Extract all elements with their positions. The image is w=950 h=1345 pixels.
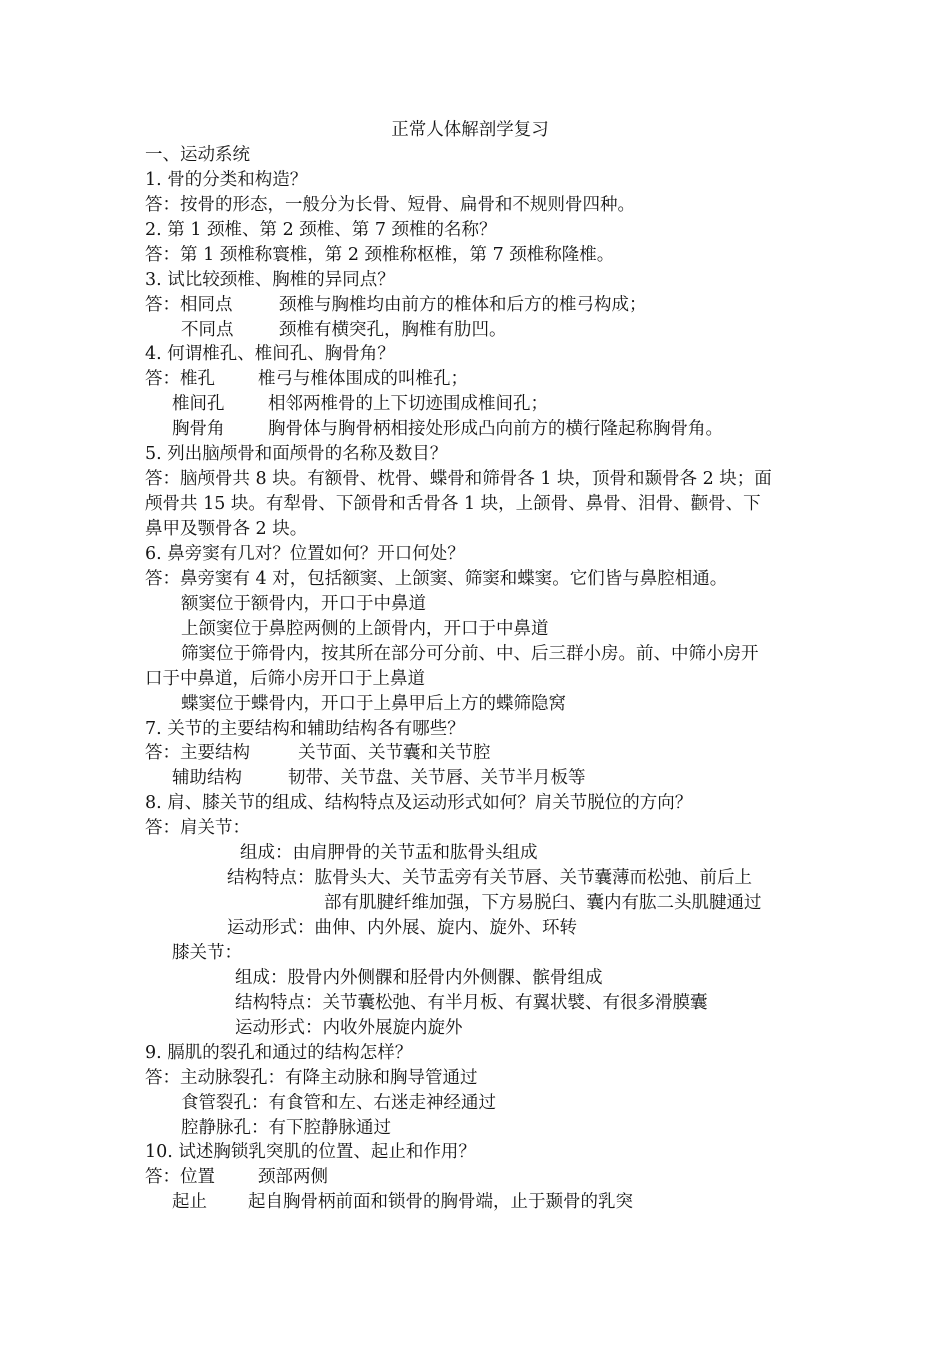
answer-line: 结构特点：肱骨头大、关节盂旁有关节唇、关节囊薄而松弛、前后上 (227, 868, 752, 889)
answer-label: 胸骨角 (172, 419, 225, 440)
answer-text: 颈部两侧 (258, 1167, 328, 1188)
answer-line (0, 318, 950, 343)
answer-line: 答：按骨的形态，一般分为长骨、短骨、扁骨和不规则骨四种。 (145, 194, 635, 215)
answer-label: 起止 (172, 1192, 207, 1213)
answer-label: 答：相同点 (145, 294, 233, 315)
answer-label: 答：主要结构 (145, 743, 250, 764)
answer-line: 口于中鼻道，后筛小房开口于上鼻道 (145, 668, 425, 689)
answer-text: 颈椎有横突孔，胸椎有肋凹。 (279, 319, 507, 340)
answer-text: 颈椎与胸椎均由前方的椎体和后方的椎弓构成； (279, 294, 647, 315)
answer-text: 韧带、关节盘、关节唇、关节半月板等 (288, 768, 586, 789)
answer-line: 答：鼻旁窦有 4 对，包括额窦、上颌窦、筛窦和蝶窦。它们皆与鼻腔相通。 (145, 568, 728, 589)
question-1: 1. 骨的分类和构造？ (145, 169, 308, 190)
answer-line: 鼻甲及颚骨各 2 块。 (145, 519, 308, 539)
question-4: 4. 何谓椎孔、椎间孔、胸骨角？ (145, 344, 395, 365)
answer-line: 运动形式：内收外展旋内旋外 (235, 1017, 463, 1038)
answer-line (0, 417, 950, 442)
answer-line: 颅骨共 15 块。有犁骨、下颌骨和舌骨各 1 块，上颌骨、鼻骨、泪骨、颧骨、下 (145, 494, 761, 515)
answer-line: 组成：股骨内外侧髁和胫骨内外侧髁、髌骨组成 (235, 967, 603, 988)
answer-line (0, 766, 950, 791)
answer-line: 额窦位于额骨内，开口于中鼻道 (181, 593, 426, 614)
question-2: 2. 第 1 颈椎、第 2 颈椎、第 7 颈椎的名称？ (145, 219, 497, 240)
answer-text: 关节面、关节囊和关节腔 (298, 743, 491, 764)
answer-text: 相邻两椎骨的上下切迹围成椎间孔； (268, 394, 548, 415)
answer-line: 答：主动脉裂孔：有降主动脉和胸导管通过 (145, 1067, 478, 1088)
document-body (0, 118, 950, 1215)
answer-line (0, 392, 950, 417)
answer-text: 椎弓与椎体围成的叫椎孔； (258, 369, 468, 390)
answer-label: 答：椎孔 (145, 369, 215, 390)
answer-line: 腔静脉孔：有下腔静脉通过 (181, 1117, 391, 1138)
answer-text: 胸骨体与胸骨柄相接处形成凸向前方的横行隆起称胸骨角。 (268, 419, 723, 440)
answer-line: 筛窦位于筛骨内，按其所在部分可分前、中、后三群小房。前、中筛小房开 (181, 643, 759, 664)
answer-label: 椎间孔 (172, 394, 225, 415)
answer-line (0, 367, 950, 392)
answer-line: 食管裂孔：有食管和左、右迷走神经通过 (181, 1092, 496, 1113)
question-6: 6. 鼻旁窦有几对？位置如何？开口何处？ (145, 543, 465, 564)
doc-title: 正常人体解剖学复习 (391, 120, 549, 140)
question-3: 3. 试比较颈椎、胸椎的异同点？ (145, 269, 395, 290)
answer-line: 运动形式：曲伸、内外展、旋内、旋外、环转 (227, 918, 577, 938)
answer-label: 不同点 (181, 319, 234, 340)
answer-line (0, 1165, 950, 1190)
answer-line: 蝶窦位于蝶骨内，开口于上鼻甲后上方的蝶筛隐窝 (181, 693, 566, 714)
answer-line: 上颌窦位于鼻腔两侧的上颌骨内，开口于中鼻道 (181, 618, 549, 639)
answer-line: 膝关节： (172, 942, 242, 963)
section-heading: 一、运动系统 (145, 144, 250, 165)
answer-line (0, 741, 950, 766)
answer-line (0, 293, 950, 318)
answer-text: 起自胸骨柄前面和锁骨的胸骨端，止于颞骨的乳突 (248, 1192, 633, 1213)
question-5: 5. 列出脑颅骨和面颅骨的名称及数目？ (145, 444, 448, 465)
answer-label: 辅助结构 (172, 768, 242, 789)
question-10: 10. 试述胸锁乳突肌的位置、起止和作用？ (145, 1142, 476, 1163)
answer-line: 答：脑颅骨共 8 块。有额骨、枕骨、蝶骨和筛骨各 1 块，顶骨和颞骨各 2 块；面 (145, 469, 772, 490)
question-9: 9. 膈肌的裂孔和通过的结构怎样？ (145, 1042, 413, 1063)
answer-line: 部有肌腱纤维加强，下方易脱臼、囊内有肱二头肌腱通过 (324, 893, 762, 914)
answer-line: 组成：由肩胛骨的关节盂和肱骨头组成 (240, 843, 538, 864)
answer-line: 答：第 1 颈椎称寰椎，第 2 颈椎称枢椎，第 7 颈椎称隆椎。 (145, 244, 615, 265)
answer-label: 答：位置 (145, 1167, 215, 1188)
question-8: 8. 肩、膝关节的组成、结构特点及运动形式如何？肩关节脱位的方向？ (145, 793, 693, 814)
answer-line: 结构特点：关节囊松弛、有半月板、有翼状襞、有很多滑膜囊 (235, 992, 708, 1013)
answer-line (0, 1190, 950, 1215)
answer-line: 答：肩关节： (145, 818, 250, 839)
question-7: 7. 关节的主要结构和辅助结构各有哪些？ (145, 718, 465, 739)
